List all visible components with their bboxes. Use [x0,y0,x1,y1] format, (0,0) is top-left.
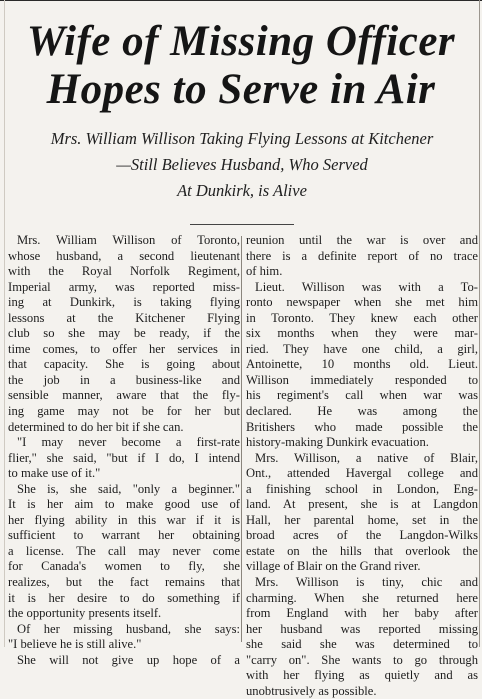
text-line: She will not give up hope of a [17,652,240,667]
text-line: charming. When she returned here [246,590,478,605]
text-line: sensible manner, aware that the fly- [8,388,240,403]
text-line: Hall, her parental home, set in the [246,512,478,527]
subheadline-line-2: —Still Believes Husband, Who Served [116,155,368,174]
text-line: history-making Dunkirk evacuation. [246,435,429,450]
text-line: six months when they were mar- [246,326,478,341]
text-line: a finishing school in London, Eng- [246,481,478,496]
text-line: with the Royal Norfolk Regiment, [8,264,240,279]
text-line: Mrs. Willison is tiny, chic and [255,575,478,590]
text-line: Of her missing husband, she says: [17,621,240,636]
text-line: time comes, to offer her services in [8,341,240,356]
text-line: for Canada's women to fly, she [8,559,240,574]
text-line: her flying ability in this war if it is [8,512,240,527]
text-line: of him. [246,264,283,279]
text-line: flier," she said, "but if I do, I intend [8,450,240,465]
text-line: "carry on". She wants to go through [246,652,478,667]
text-line: Willison immediately responded to [246,372,478,387]
text-line: realizes, but the fact remains that [8,575,240,590]
text-line: reunion until the war is over and [246,233,478,247]
text-line: Mrs. Willison, a native of Blair, [255,450,478,465]
clipping-top-edge [0,0,482,6]
text-line: It is her aim to make good use of [8,497,240,512]
text-line: the opportunity presents itself. [8,606,162,621]
text-line: land. At present, she is at Langdon [246,497,478,512]
text-line: it is her desire to do something if [8,590,240,605]
headline-line-1: Wife of Missing Officer [26,18,456,65]
text-line: ing at Dunkirk, is taking flying [8,295,240,310]
text-line: ried. They have one child, a girl, [246,341,478,356]
text-line: the job in a business-like and [8,372,240,387]
article-headline [6,18,476,114]
column-divider [241,236,242,642]
clipping-right-edge [479,0,480,647]
subheadline-line-1: Mrs. William Willison Taking Flying Lessons at Kitchener [50,129,434,148]
text-line: Mrs. William Willison of Toronto, [17,233,240,247]
text-line: "I may never become a first-rate [17,435,240,450]
article-subheadline [12,126,472,204]
text-line: She is, she said, "only a beginner." [17,481,240,496]
text-line: ing game may not be for her but [8,404,240,419]
text-line: estate on the hills that overlook the [246,543,478,558]
text-line: lessons at the Kitchener Flying [8,310,240,325]
article-column-left [8,233,240,668]
article-column-right [246,233,478,699]
text-line: Lieut. Willison was with a To- [255,279,478,294]
headline-line-2: Hopes to Serve in Air [46,66,436,113]
text-line: Britishers who made possible the [246,419,478,434]
text-line: unobtrusively as possible. [246,683,377,698]
text-line: determined to do her bit if she can. [8,419,184,434]
text-line: that capacity. She is going about [8,357,240,372]
text-line: there is a definite report of no trace [246,248,478,263]
text-line: sufficient to warrant her obtaining [8,528,240,543]
text-line: with her flying as quietly and as [246,668,478,683]
text-line: his regiment's call when war was [246,388,478,403]
text-line: broad acres of the Langdon-Wilks [246,528,478,543]
text-line: village of Blair on the Grand river. [246,559,421,574]
text-line: to make use of it." [8,466,101,481]
text-line: Imperial army, was reported miss- [8,279,240,294]
text-line: she said she was determined to [246,637,478,652]
text-line: her husband was reported missing [246,621,478,636]
text-line: "I believe he is still alive." [8,637,142,652]
text-line: club so she may be ready, if the [8,326,240,341]
text-line: in Toronto. They knew each other [246,310,478,325]
text-line: declared. He was among the [246,404,478,419]
text-line: whose husband, a second lieutenant [8,248,240,263]
text-line: from England with her baby after [246,606,478,621]
text-line: Antoinette, 10 months old. Lieut. [246,357,478,372]
clipping-left-edge [4,0,5,647]
text-line: ronto newspaper when she met him [246,295,478,310]
text-line: a license. The call may never come [8,543,240,558]
section-divider [190,224,294,225]
text-line: Ont., attended Havergal college and [246,466,478,481]
subheadline-line-3: At Dunkirk, is Alive [177,181,307,200]
